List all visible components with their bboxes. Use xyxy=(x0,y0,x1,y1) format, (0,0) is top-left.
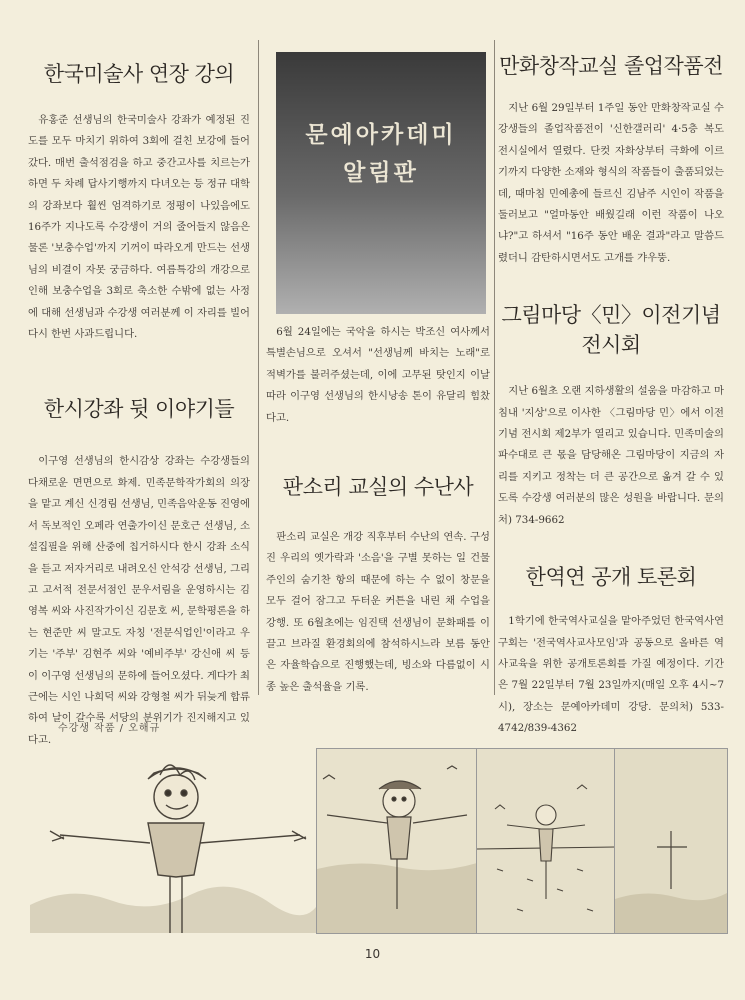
column-divider-left xyxy=(258,40,259,695)
article-body-anniv: 6월 24일에는 국악을 하시는 박조신 여사께서 특별손님으로 오셔서 "선생님께 바치는 노래"로 적벽가를 불러주셨는데, 이에 고무된 탓인지 이날따라 이구영 선생님의 한시낭송 톤이 유달리 힘찼다고. xyxy=(266,326,490,424)
article-title-lecture: 한국미술사 연장 강의 xyxy=(43,62,235,86)
article-body-history: 1학기에 한국역사교실을 맡아주었던 한국역사연구회는 '전국역사교사모임'과 공동으로 올바른 역사교육을 위한 공개토론회를 가질 예정이다. 기간은 7월 22일부터 7월 23일까지(매일 오후 4시~7시), 장소는 문예아카데미 강당. 문의처) 533-4742/839-4362 xyxy=(498,615,724,735)
column-divider-right xyxy=(494,40,495,695)
article-body-pansori: 판소리 교실은 개강 직후부터 수난의 연속. 구성진 우리의 옛가락과 '소음'을 구별 못하는 일 건물 주인의 숨기찬 항의 때문에 하는 수 없이 창문을 모두 걸어 잠그고 두터운 커튼을 내린 채 수업을 강행. 또 6월초에는 임진택 선생님이 문화패를 이끌고 브라질 환경회의에 참석하시느라 보름 동안은 자율학습으로 진행했는데, 빙소와 다름없이 시종 높은 출석율을 기록. xyxy=(266,531,490,693)
scarecrow-panel-3 xyxy=(476,748,616,934)
banner-title-line2: 알림판 xyxy=(343,160,419,186)
article-title-history: 한역연 공개 토론회 xyxy=(525,565,697,590)
illustration-caption: 수강생 작품 / 오해규 xyxy=(58,723,161,734)
article-body-gallery: 지난 6월초 오랜 지하생활의 설움을 마감하고 마침내 '지상'으로 이사한 〈그림마당 민〉에서 이전기념 전시회 제2부가 열리고 있습니다. 민족미술의 파수대로 큰 몫을 담당해온 그림마당이 지금의 자리를 지키고 정착는 더 큰 공간으로 옮겨 갈 수 있도록 수강생 여러분의 많은 성원을 바랍니다. 문의처) 734-9662 xyxy=(498,385,724,526)
column-left xyxy=(28,30,250,751)
scarecrow-panel-2 xyxy=(316,748,478,934)
column-middle xyxy=(266,322,490,698)
academy-notice-banner xyxy=(276,52,486,314)
page-number: 10 xyxy=(364,947,381,961)
column-right xyxy=(498,30,724,740)
banner-title-line1: 문예아카데미 xyxy=(305,122,457,148)
article-body-lecture: 유홍준 선생님의 한국미술사 강좌가 예정된 진도를 모두 마치기 위하여 3회에 걸친 보강에 들어갔다. 매번 출석점검을 하고 중간고사를 치르는가 하면 두 차례 답사기행까지 다녀오는 등 정규 대학의 강좌보다 훨씬 엄격하기로 정평이 나있음에도 16주가 지나도록 수강생이 거의 줄어들지 않음은 물론 '보충수업'까지 기꺼이 따라오게 만드는 선생님의 비결이 자못 궁금하다. 여름특강의 개강으로 인해 보충수업을 3회로 축소한 수밖에 없는 사정에 대해 선생님과 수강생 여러분께 이 자리를 빌어 다시 한번 사과드립니다. xyxy=(28,114,250,341)
article-title-cartoon: 만화창작교실 졸업작품전 xyxy=(499,54,723,78)
scarecrow-panel-1 xyxy=(30,735,322,933)
article-title-pansori: 판소리 교실의 수난사 xyxy=(282,475,474,500)
article-title-hansi: 한시강좌 뒷 이야기들 xyxy=(43,397,235,422)
article-body-hansi: 이구영 선생님의 한시감상 강좌는 수강생들의 다채로운 면면으로 화제. 민족문학작가회의 의장을 맡고 계신 신경림 선생님, 민족음악운동 진영에서 독보적인 오페라 연출가이신 문호근 선생님, 소설집필을 위해 산중에 칩거하시다 한시 강좌 소식을 듣고 저자거리로 내려오신 안석강 선생님, 그리고 고서적 전문서점인 문우서림을 운영하시는 김영복 씨와 사진작가이신 김문호 씨, 문학평론을 하는 현준만 씨 말고도 자칭 '전문식업인'이라고 우기는 '주부' 김현주 씨와 '예비주부' 강신애 씨 등이 이구영 선생님의 문하에 들어오셨다. 게다가 최근에는 시인 나희덕 씨와 강형철 씨가 뒤늦게 합류하여 날이 갈수록 서당의 분위기가 진지해지고 있다고. xyxy=(28,455,250,746)
article-body-cartoon: 지난 6월 29일부터 1주일 동안 만화창작교실 수강생들의 졸업작품전이 '신한갤러리' 4·5층 복도 전시실에서 열렸다. 단컷 자화상부터 극화에 이르기까지 다양한 소재와 형식의 작품들이 출품되었는데, 때마침 민예총에 들르신 김남주 시인이 작품을 둘러보고 "얼마동안 배웠길래 이런 작품이 나오냐?"고 하셔서 "16주 동안 배운 결과"라고 말씀드렸더니 감탄하시면서도 고개를 갸우뚱. xyxy=(498,102,724,264)
article-title-gallery: 그림마당〈민〉이전기념 전시회 xyxy=(501,303,721,358)
scarecrow-panel-4 xyxy=(614,748,728,934)
